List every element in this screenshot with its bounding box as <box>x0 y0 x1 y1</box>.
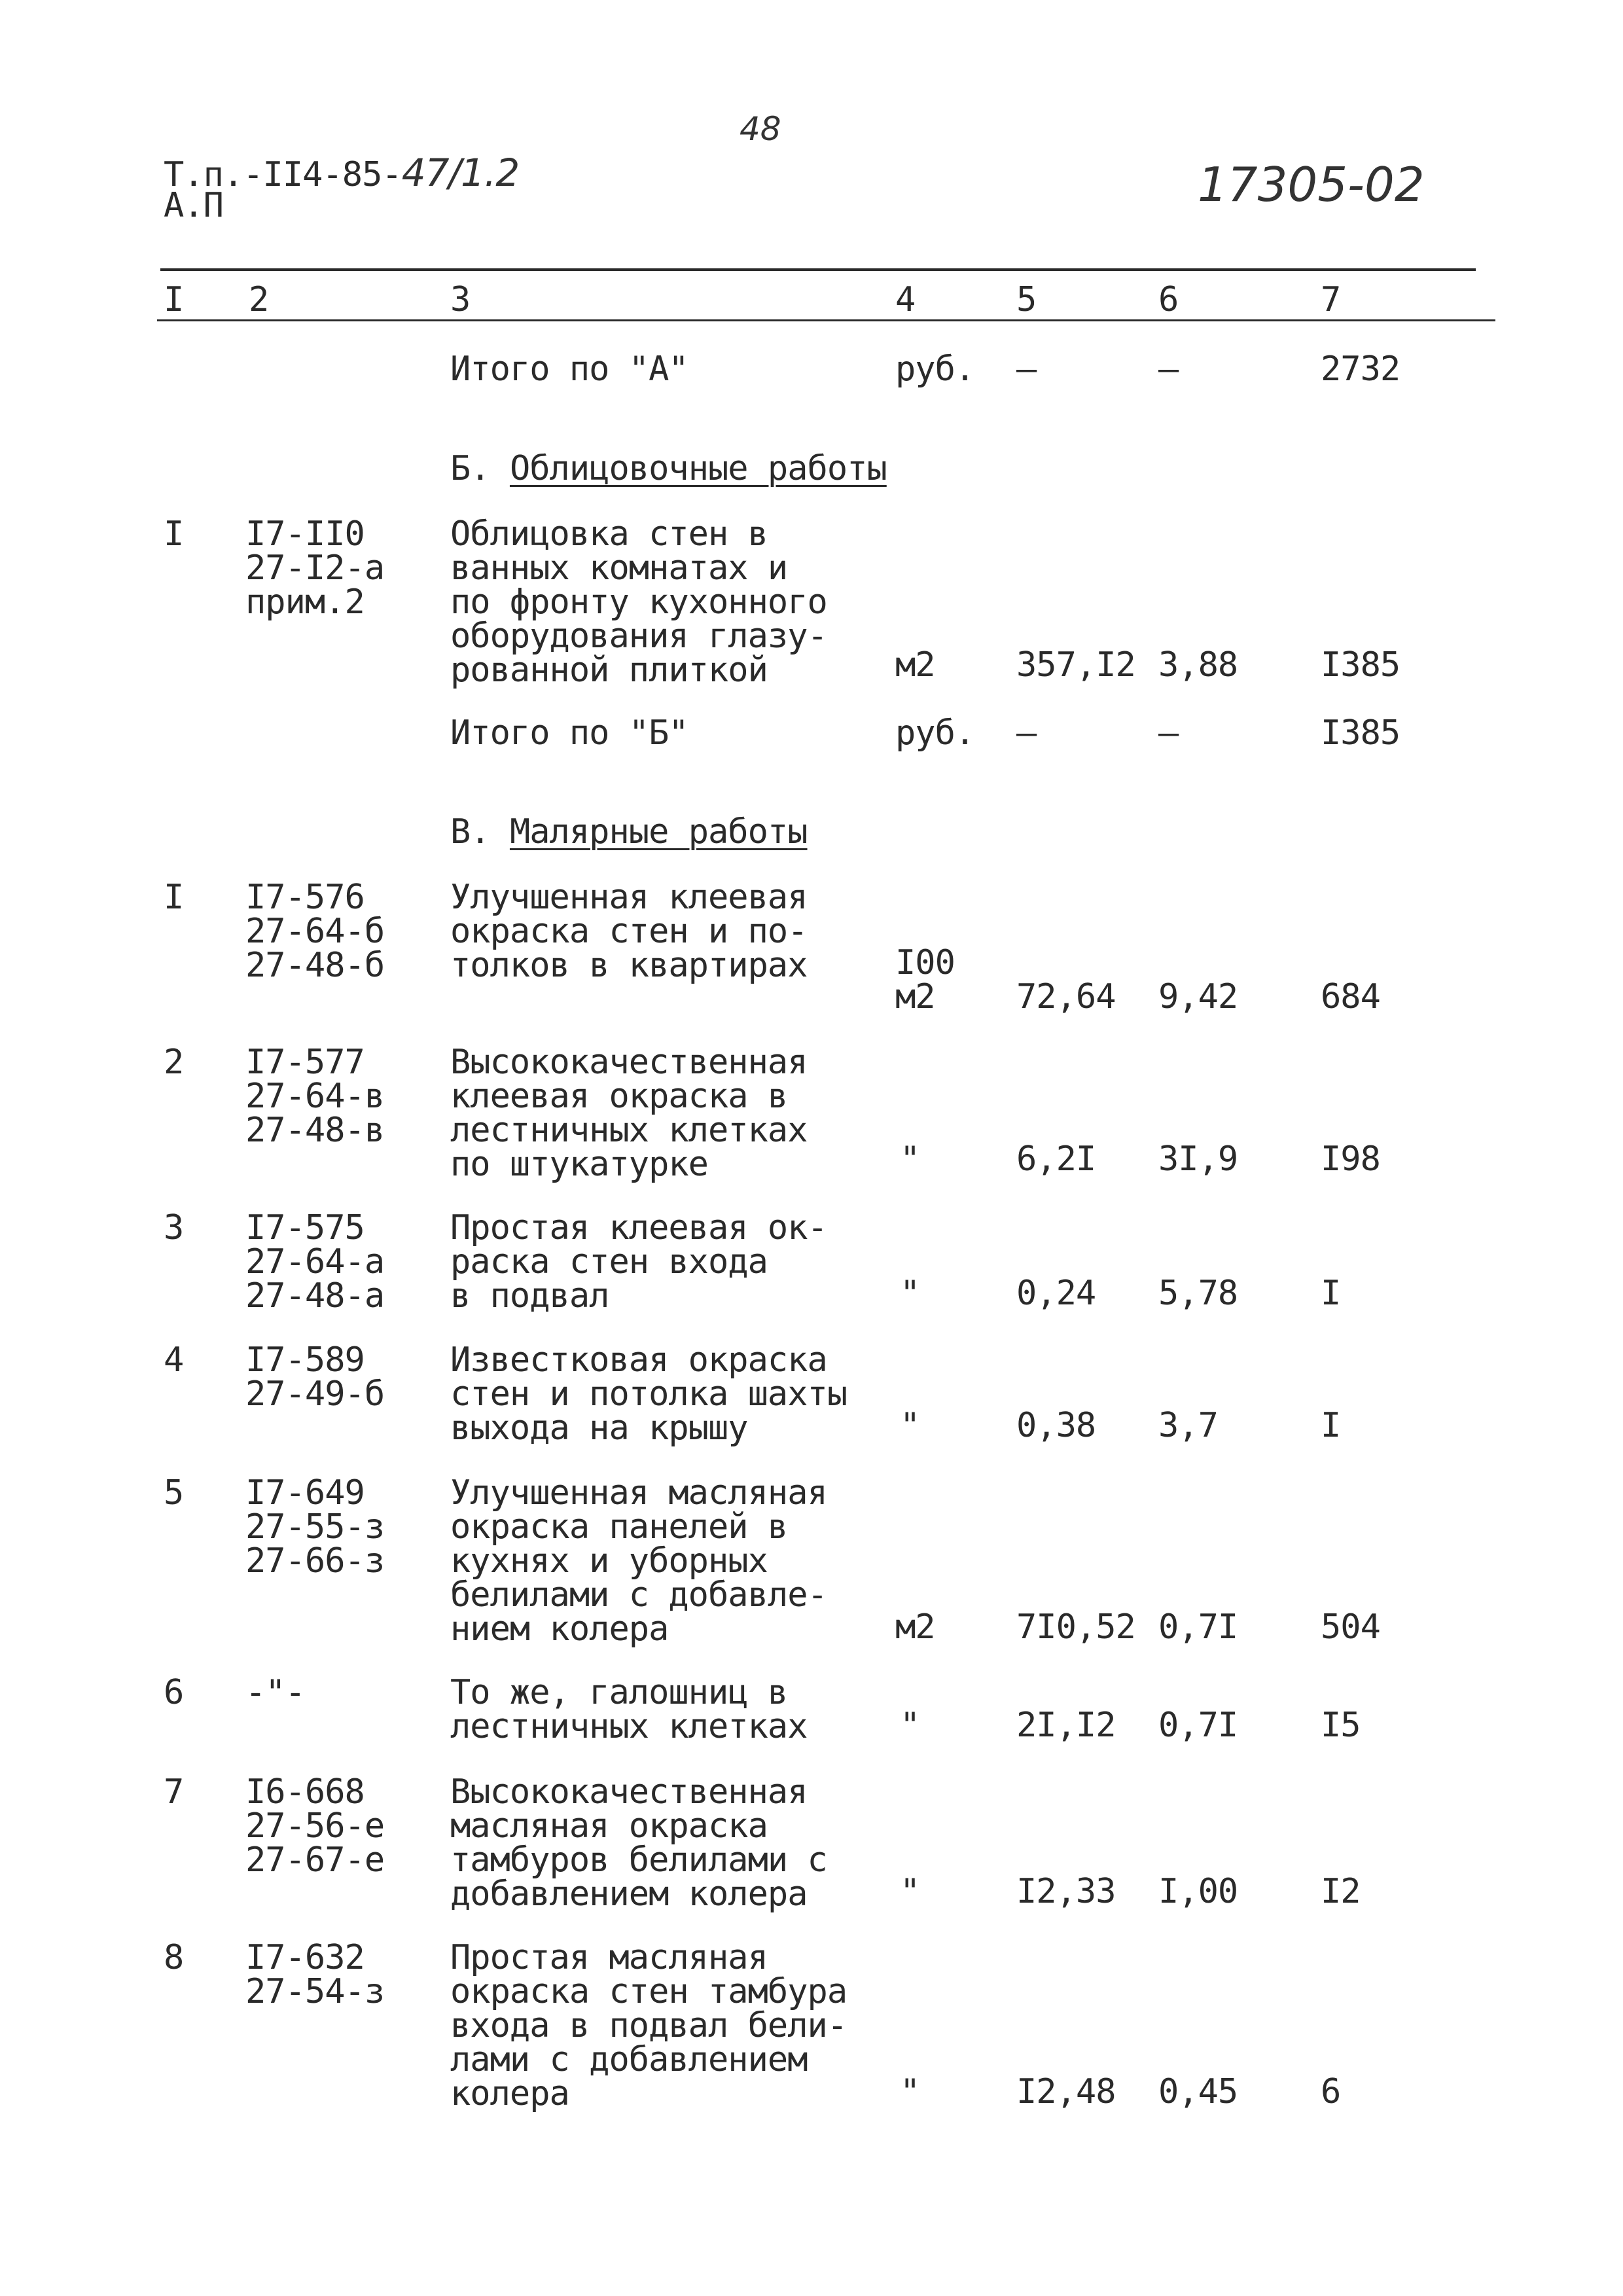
total-b-qty: – <box>1016 713 1037 753</box>
document-code-handwritten: 47/1.2 <box>401 151 520 195</box>
table-row-qty: 7I0,52 <box>1016 1607 1135 1647</box>
table-row-description: Высококачественная масляная окраска тамбуров белилами с добавлением колера <box>450 1772 827 1914</box>
table-row-price: 0,7I <box>1158 1706 1238 1745</box>
table-row-num: 7 <box>164 1772 184 1812</box>
table-row-sum: I <box>1321 1406 1341 1445</box>
table-row-price: 3I,9 <box>1158 1139 1238 1179</box>
column-header-5: 5 <box>1016 280 1037 319</box>
table-row-num: 8 <box>164 1938 184 1977</box>
document-number: 17305-02 <box>1198 157 1425 212</box>
table-row-qty: I2,48 <box>1016 2072 1116 2111</box>
table-row-num: 5 <box>164 1473 184 1513</box>
table-row-sum: 684 <box>1321 977 1380 1016</box>
table-row-qty: 6,2I <box>1016 1139 1096 1179</box>
section-b-heading <box>450 449 887 488</box>
table-row-price: 5,78 <box>1158 1274 1238 1313</box>
column-header-7: 7 <box>1321 280 1341 319</box>
table-row-description: Простая клеевая ок- раска стен входа в подвал <box>450 1208 827 1316</box>
table-row-code: I7-577 27-64-в 27-48-в <box>245 1043 385 1150</box>
total-a-sum: 2732 <box>1321 350 1400 389</box>
column-header-6: 6 <box>1158 280 1179 319</box>
table-top-rule <box>160 268 1476 271</box>
section-b-letter: Б. <box>450 449 490 488</box>
table-row-description: То же, галошниц в лестничных клетках <box>450 1673 808 1746</box>
table-row-price: 3,7 <box>1158 1406 1218 1445</box>
table-row-description: Облицовка стен в ванных комнатах и по фронту кухонного оборудования глазу- рованной плиткой <box>450 514 827 690</box>
table-row-code: I7-589 27-49-б <box>245 1340 385 1414</box>
table-row-qty: 72,64 <box>1016 977 1116 1016</box>
table-row-code: I7-632 27-54-з <box>245 1938 385 2011</box>
table-row-qty: I2,33 <box>1016 1872 1116 1911</box>
table-row-price: 0,7I <box>1158 1607 1238 1647</box>
table-row-description: Улучшенная масляная окраска панелей в кухнях и уборных белилами с добавле- нием колера <box>450 1473 827 1649</box>
table-row-qty: 2I,I2 <box>1016 1706 1116 1745</box>
table-row-sum: I2 <box>1321 1872 1361 1911</box>
table-row-sum: I5 <box>1321 1706 1361 1745</box>
total-a-label: Итого по "А" <box>450 350 688 389</box>
column-header-4: 4 <box>895 280 916 319</box>
table-row-unit: " <box>900 1274 920 1313</box>
total-b-unit: руб. <box>895 713 975 753</box>
table-row-num: 3 <box>164 1208 184 1247</box>
table-row-unit: м2 <box>895 1607 935 1647</box>
table-row-description: Известковая окраска стен и потолка шахты выхода на крышу <box>450 1340 847 1448</box>
table-row-num: 4 <box>164 1340 184 1380</box>
table-header-rule <box>157 319 1495 321</box>
document-code-prefix: Т.п.-II4-85- <box>164 155 402 194</box>
table-row-num: I <box>164 514 184 554</box>
table-row-sum: I98 <box>1321 1139 1380 1179</box>
table-row-sum: I <box>1321 1274 1341 1313</box>
section-b-title: Облицовочные работы <box>509 449 887 488</box>
total-b-label: Итого по "Б" <box>450 713 688 753</box>
table-row-description: Улучшенная клеевая окраска стен и по- толков в квартирах <box>450 878 808 985</box>
total-a-qty: – <box>1016 350 1037 389</box>
table-row-unit: " <box>900 1872 920 1911</box>
table-row-code: I6-668 27-56-е 27-67-е <box>245 1772 385 1880</box>
column-header-2: 2 <box>249 280 269 319</box>
table-row-qty: 0,38 <box>1016 1406 1096 1445</box>
section-v-letter: В. <box>450 812 490 852</box>
table-row-num: 6 <box>164 1673 184 1712</box>
table-row-description: Простая масляная окраска стен тамбура входа в подвал бели- лами с добавлением колера <box>450 1938 847 2113</box>
table-row-price: 3,88 <box>1158 645 1238 685</box>
table-row-num: I <box>164 878 184 917</box>
table-row-sum: 6 <box>1321 2072 1341 2111</box>
table-row-num: 2 <box>164 1043 184 1082</box>
section-v-heading <box>450 812 808 852</box>
table-row-description: Высококачественная клеевая окраска в лестничных клетках по штукатурке <box>450 1043 808 1184</box>
table-row-code: I7-649 27-55-з 27-66-з <box>245 1473 385 1581</box>
column-header-3: 3 <box>450 280 471 319</box>
table-row-unit: " <box>900 2072 920 2111</box>
table-row-unit: " <box>900 1139 920 1179</box>
table-row-code: I7-II0 27-I2-а прим.2 <box>245 514 385 622</box>
table-row-unit: " <box>900 1406 920 1445</box>
table-row-code: I7-576 27-64-б 27-48-б <box>245 878 385 985</box>
table-row-price: 0,45 <box>1158 2072 1238 2111</box>
total-a-unit: руб. <box>895 350 975 389</box>
table-row-qty: 357,I2 <box>1016 645 1135 685</box>
section-v-title: Малярные работы <box>509 812 808 852</box>
table-row-sum: I385 <box>1321 645 1400 685</box>
table-row-unit: I00 м2 <box>895 943 955 1016</box>
table-row-qty: 0,24 <box>1016 1274 1096 1313</box>
table-row-code: -"- <box>245 1673 305 1712</box>
table-row-price: 9,42 <box>1158 977 1238 1016</box>
table-row-unit: " <box>900 1706 920 1745</box>
page-number: 48 <box>740 110 781 148</box>
table-row-unit: м2 <box>895 645 935 685</box>
total-b-sum: I385 <box>1321 713 1400 753</box>
document-code-line2: А.П <box>164 186 223 225</box>
table-row-sum: 504 <box>1321 1607 1380 1647</box>
table-row-price: I,00 <box>1158 1872 1238 1911</box>
total-b-price: – <box>1158 713 1179 753</box>
column-header-1: I <box>164 280 184 319</box>
total-a-price: – <box>1158 350 1179 389</box>
table-row-code: I7-575 27-64-а 27-48-а <box>245 1208 385 1316</box>
